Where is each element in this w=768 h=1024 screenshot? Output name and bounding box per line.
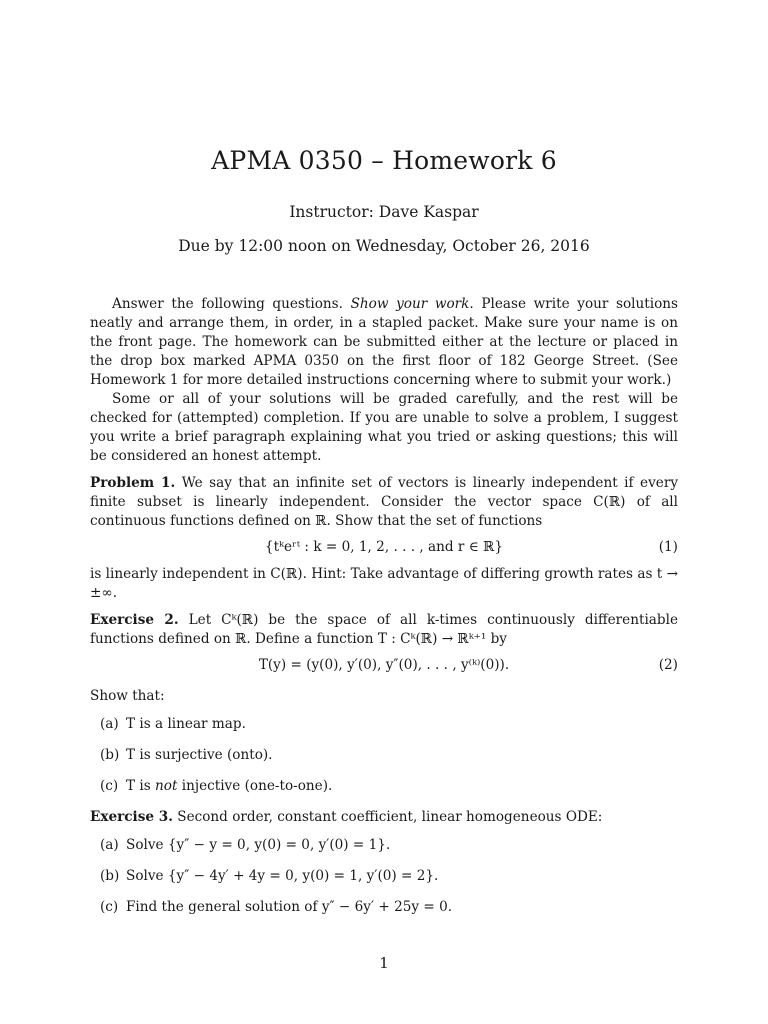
exercise-3-text: Second order, constant coefficient, linear homogeneous ODE:	[172, 809, 603, 825]
list-item: (b) T is surjective (onto).	[100, 747, 273, 763]
exercise-2-label: Exercise 2.	[90, 612, 179, 628]
intro-text-a: Answer the following questions.	[112, 296, 351, 312]
exercise-2-list	[90, 715, 678, 796]
document-body	[90, 295, 678, 929]
intro-paragraph-2: Some or all of your solutions will be graded carefully, and the rest will be checked for (attempted) completion. If you are unable to solve a problem, I suggest you write a brief paragraph explaining what you tried or asking questions; this will be considered an honest attempt.	[90, 391, 678, 464]
problem-1-text: We say that an infinite set of vectors is linearly independent if every finite subset is linearly independent. Consider the vector space C(ℝ) of all continuous functions defined on ℝ. Show that the set of functions	[90, 475, 678, 529]
intro-paragraph-1	[90, 295, 678, 390]
list-item: (a) Solve {y″ − y = 0, y(0) = 0, y′(0) = 1}.	[100, 837, 391, 853]
list-item: (b) Solve {y″ − 4y′ + 4y = 0, y(0) = 1, y′(0) = 2}.	[100, 868, 439, 884]
equation-2-number: (2)	[658, 657, 678, 673]
exercise-3-label: Exercise 3.	[90, 809, 173, 825]
show-that-label: Show that:	[90, 688, 165, 704]
exercise-2-text: Let Cᵏ(ℝ) be the space of all k-times continuously differentiable functions defined on ℝ. Define a function T : Cᵏ(ℝ) → ℝᵏ⁺¹ by	[90, 612, 678, 647]
list-item: (a) T is a linear map.	[100, 716, 246, 732]
equation-1	[90, 533, 678, 563]
list-item: (c) T is not injective (one-to-one).	[100, 778, 333, 794]
list-item: (c) Find the general solution of y″ − 6y′ + 25y = 0.	[100, 899, 453, 915]
exercise-3-list	[90, 836, 678, 917]
page-title: APMA 0350 – Homework 6	[211, 146, 557, 175]
equation-1-number: (1)	[658, 539, 678, 555]
problem-1	[90, 474, 678, 531]
page-number: 1	[379, 954, 389, 972]
instructor-line: Instructor: Dave Kaspar	[289, 203, 479, 221]
problem-1-conclusion: is linearly independent in C(ℝ). Hint: Take advantage of differing growth rates as t → ±∞.	[90, 566, 678, 601]
intro-emphasis: Show your work.	[350, 296, 474, 312]
exercise-3	[90, 808, 678, 827]
exercise-2	[90, 611, 678, 649]
equation-2	[90, 651, 678, 681]
due-date-line: Due by 12:00 noon on Wednesday, October 26, 2016	[178, 237, 590, 255]
intro-text-b: Please write your solutions neatly and arrange them, in order, in a stapled packet. Make sure your name is on the front page. The homework can be submitted either at the lecture or placed in the drop box marked APMA 0350 on the first floor of 182 George Street. (See Homework 1 for more detailed instructions concerning where to submit your work.)	[90, 296, 678, 388]
equation-2-expression: T(y) = (y(0), y′(0), y″(0), . . . , y⁽ᵏ⁾(0)).	[258, 657, 510, 673]
problem-1-label: Problem 1.	[90, 475, 176, 491]
equation-1-expression: {tᵏeʳᵗ : k = 0, 1, 2, . . . , and r ∈ ℝ}	[264, 539, 504, 555]
